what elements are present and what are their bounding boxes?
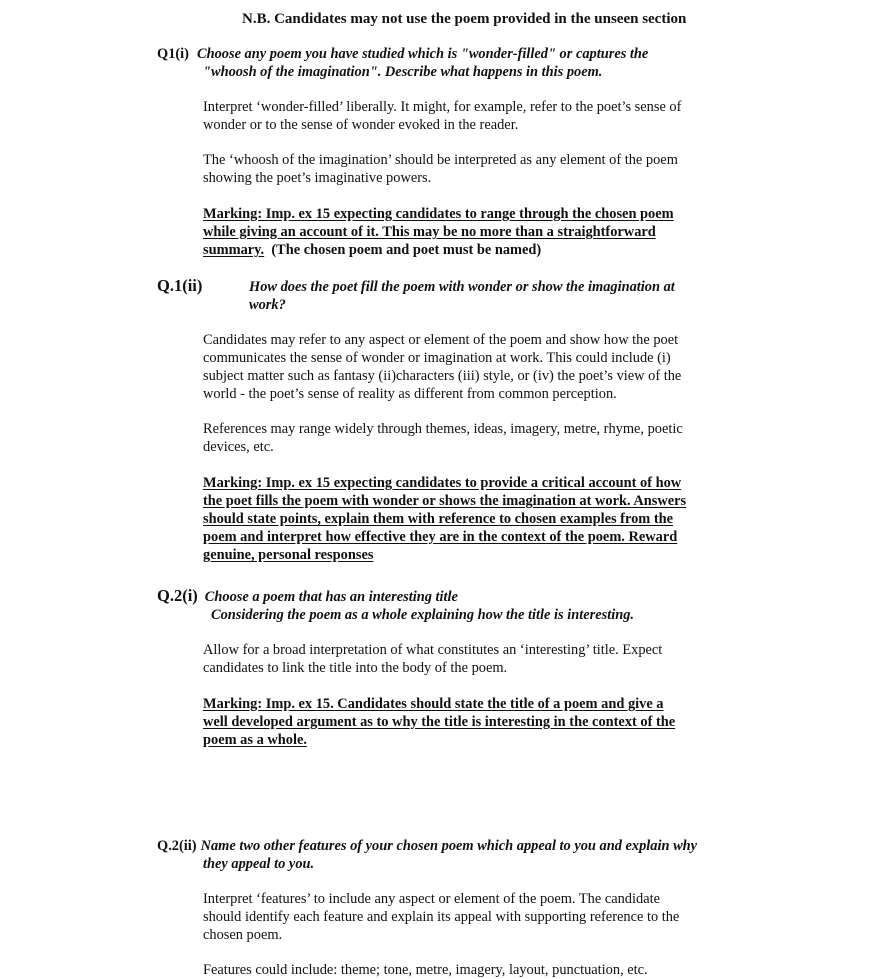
q2ii-guidance-1: Interpret ‘features’ to include any aspect or element of the poem. The candidate should identify each feature and explain its appeal with supporting reference to the chosen poem. [203,891,680,943]
q1ii-marking: Marking: Imp. ex 15 expecting candidates to provide a critical account of how the poet fills the poem with wonder or shows the imagination at work. Answers should state points, explain them with reference to chosen examples from the poem and interpret how effective they are in the context of the poem. Reward genuine, personal responses [203,475,687,563]
q2ii-guidance-2: Features could include: theme; tone, metre, imagery, layout, punctuation, etc. [203,962,648,978]
q2ii-question-line-1: Name two other features of your chosen poem which appeal to you and explain why [200,838,698,854]
q2i-question-line-2: Considering the poem as a whole explaining how the title is interesting. [211,607,634,623]
q2ii-number: Q.2(ii) [157,838,197,854]
q1i-marking: Marking: Imp. ex 15 expecting candidates to range through the chosen poem while giving an account of it. This may be no more than a straightforward summary. (The chosen poem and poet must be named) [203,206,674,258]
q1ii-guidance-2: References may range widely through themes, ideas, imagery, metre, rhyme, poetic devices, etc. [203,421,683,455]
q1ii-guidance-1: Candidates may refer to any aspect or element of the poem and show how the poet communicates the sense of wonder or imagination at work. This could include (i) subject matter such as fantasy (ii)characters (iii) style, or (iv) the poet’s view of the world - the poet’s sense of reality as different from common perception. [203,332,682,402]
q1ii-question: How does the poet fill the poem with wonder or show the imagination at work? [249,279,675,313]
q1i-question [157,45,648,81]
q1i-number: Q1(i) [157,46,189,62]
q2i-question-line-1: Choose a poem that has an interesting title [204,589,458,605]
notice-heading: N.B. Candidates may not use the poem provided in the unseen section [242,11,687,27]
q1ii-number: Q.1(ii) [157,276,203,295]
q2i-number: Q.2(i) [157,586,198,605]
q2i-question [157,587,634,624]
q2ii-question [157,837,697,873]
q2i-marking: Marking: Imp. ex 15. Candidates should state the title of a poem and give a well developed argument as to why the title is interesting in the context of the poem as a whole. [203,696,676,748]
q1i-question-line-2: "whoosh of the imagination". Describe what happens in this poem. [203,64,603,80]
q1i-guidance-2: The ‘whoosh of the imagination’ should be interpreted as any element of the poem showing the poet’s imaginative powers. [203,152,678,186]
q2i-guidance: Allow for a broad interpretation of what constitutes an ‘interesting’ title. Expect candidates to link the title into the body of the poem. [203,642,663,676]
q1i-question-line-1: Choose any poem you have studied which is "wonder-filled" or captures the [196,46,649,62]
q2ii-question-line-2: they appeal to you. [203,856,315,872]
q1i-guidance-1: Interpret ‘wonder-filled’ liberally. It might, for example, refer to the poet’s sense of wonder or to the sense of wonder evoked in the reader. [203,99,682,133]
